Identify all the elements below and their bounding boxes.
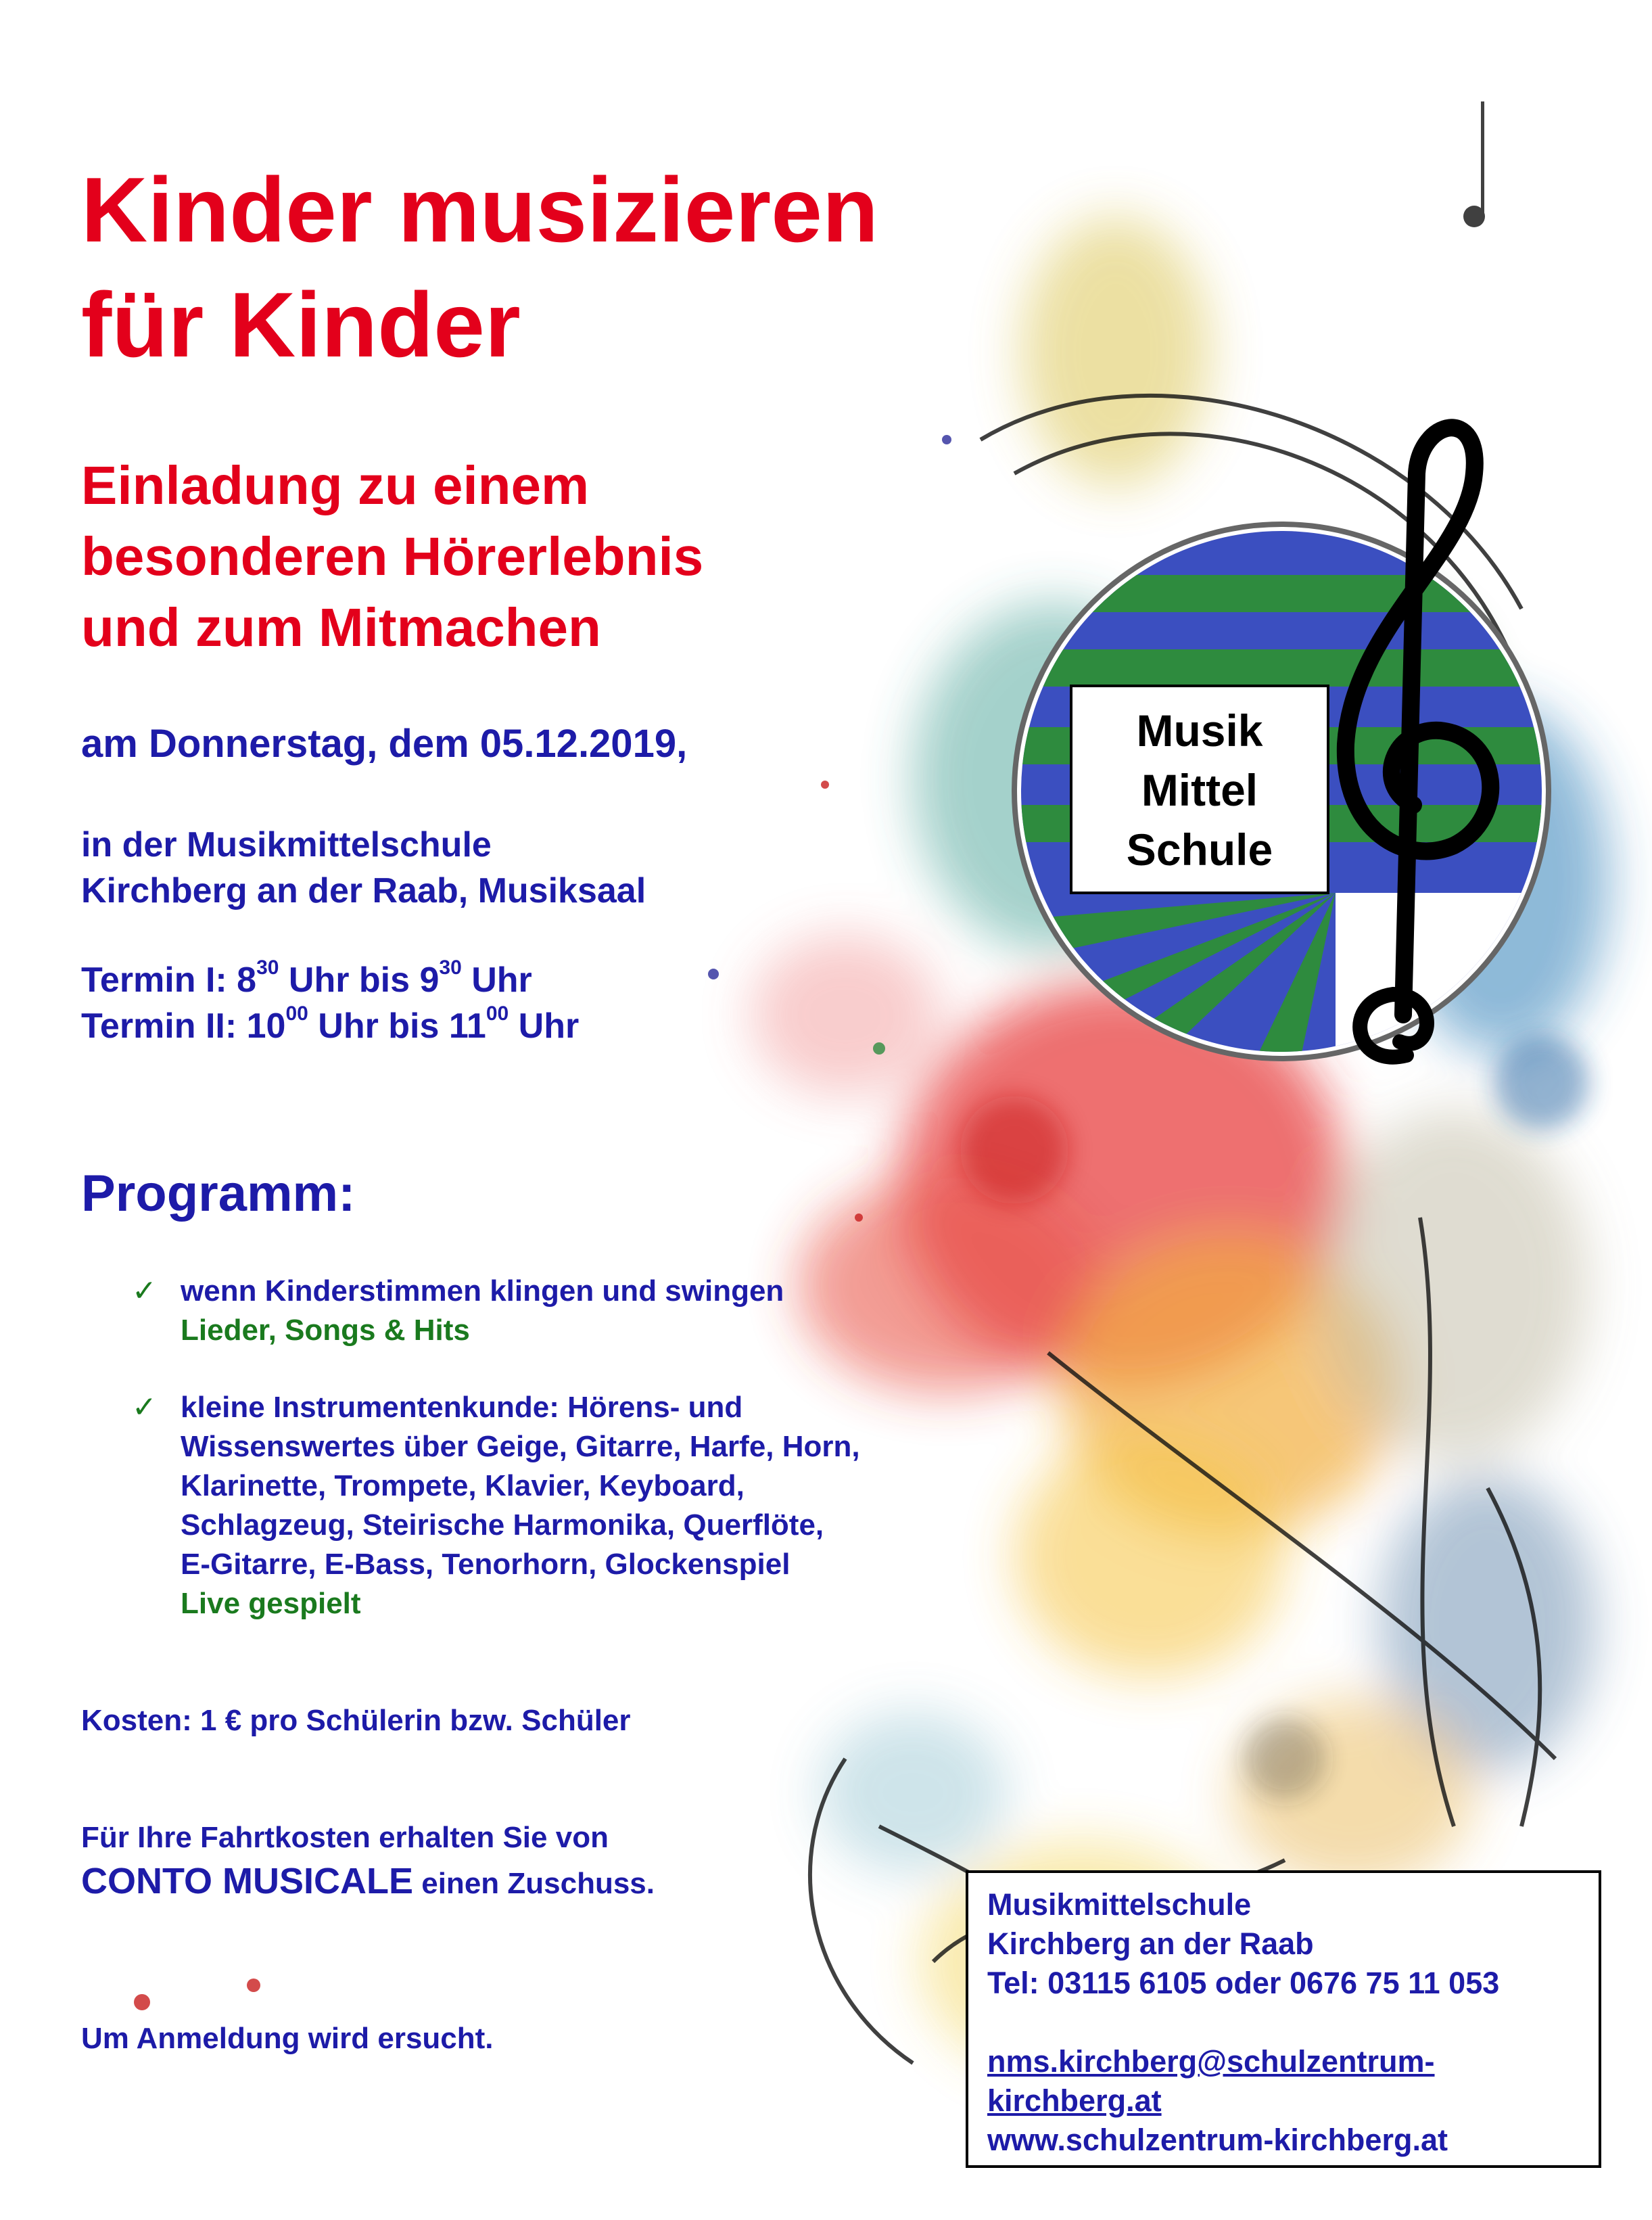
sponsor-name: CONTO MUSICALE xyxy=(81,1861,414,1901)
termin-label: Termin I: xyxy=(81,961,237,1000)
program-item-text: Schlagzeug, Steirische Harmonika, Querflöte, xyxy=(181,1508,824,1542)
termin-end-minute: 00 xyxy=(486,1002,509,1025)
page-title xyxy=(81,152,878,382)
check-icon: ✓ xyxy=(132,1390,157,1425)
program-item-text: wenn Kinderstimmen klingen und swingen xyxy=(181,1274,784,1308)
termin-suffix: Uhr xyxy=(461,961,532,1000)
check-icon: ✓ xyxy=(132,1274,157,1308)
contact-website[interactable]: www.schulzentrum-kirchberg.at xyxy=(987,2123,1448,2157)
subtitle-line: besonderen Hörerlebnis xyxy=(81,526,704,586)
logo-line: Schule xyxy=(1126,825,1273,875)
travel-subsidy-line xyxy=(81,1859,655,1905)
contact-box xyxy=(966,1870,1601,2168)
termin-2 xyxy=(81,1003,579,1049)
venue-line: Kirchberg an der Raab, Musiksaal xyxy=(81,871,646,910)
cost-info: Kosten: 1 € pro Schülerin bzw. Schüler xyxy=(81,1704,631,1737)
termin-end-hour: 11 xyxy=(448,1007,486,1046)
termin-end-minute: 30 xyxy=(439,956,462,979)
registration-note: Um Anmeldung wird ersucht. xyxy=(81,2022,494,2055)
contact-email-part[interactable]: kirchberg.at xyxy=(987,2083,1162,2118)
event-date: am Donnerstag, dem 05.12.2019, xyxy=(81,722,688,766)
subtitle-line: Einladung zu einem xyxy=(81,455,590,515)
contact-line: Kirchberg an der Raab xyxy=(987,1926,1314,1961)
program-item-text: Klarinette, Trompete, Klavier, Keyboard, xyxy=(181,1469,745,1502)
termin-label: Termin II: xyxy=(81,1007,247,1046)
logo-line: Musik xyxy=(1136,706,1263,756)
contact-email-part[interactable]: nms.kirchberg@schulzentrum- xyxy=(987,2044,1435,2079)
termin-mid: Uhr bis xyxy=(308,1007,449,1046)
venue-line: in der Musikmittelschule xyxy=(81,825,492,864)
termin-start-minute: 30 xyxy=(256,956,279,979)
subtitle xyxy=(81,450,703,663)
program-item-text: E-Gitarre, E-Bass, Tenorhorn, Glockenspiel xyxy=(181,1548,790,1581)
termin-mid: Uhr bis xyxy=(279,961,420,1000)
logo-line: Mittel xyxy=(1141,765,1258,815)
program-item-tag: Lieder, Songs & Hits xyxy=(181,1314,470,1347)
program-item-1 xyxy=(132,1272,784,1350)
logo-label xyxy=(1070,685,1329,894)
termin-suffix: Uhr xyxy=(509,1007,580,1046)
title-line: Kinder musizieren xyxy=(81,158,878,261)
contact-phone: Tel: 03115 6105 oder 0676 75 11 053 xyxy=(987,1966,1500,2000)
program-heading: Programm: xyxy=(81,1165,356,1222)
program-item-2 xyxy=(132,1388,860,1623)
subtitle-line: und zum Mitmachen xyxy=(81,597,601,657)
termin-start-hour: 10 xyxy=(246,1007,286,1046)
travel-subsidy xyxy=(81,1816,655,1905)
program-item-text: Wissenswertes über Geige, Gitarre, Harfe, Horn, xyxy=(181,1430,860,1463)
contact-line: Musikmittelschule xyxy=(987,1887,1252,1922)
schedule xyxy=(81,957,579,1049)
contact-email-link[interactable] xyxy=(987,2042,1580,2121)
venue xyxy=(81,822,646,914)
termin-start-minute: 00 xyxy=(285,1002,308,1025)
travel-subsidy-rest: einen Zuschuss. xyxy=(413,1867,655,1900)
title-line: für Kinder xyxy=(81,273,521,376)
termin-1 xyxy=(81,957,579,1003)
termin-start-hour: 8 xyxy=(237,961,257,1000)
program-item-text: kleine Instrumentenkunde: Hörens- und xyxy=(181,1391,743,1424)
program-item-tag: Live gespielt xyxy=(181,1587,361,1620)
termin-end-hour: 9 xyxy=(419,961,440,1000)
travel-subsidy-line: Für Ihre Fahrtkosten erhalten Sie von xyxy=(81,1821,609,1854)
